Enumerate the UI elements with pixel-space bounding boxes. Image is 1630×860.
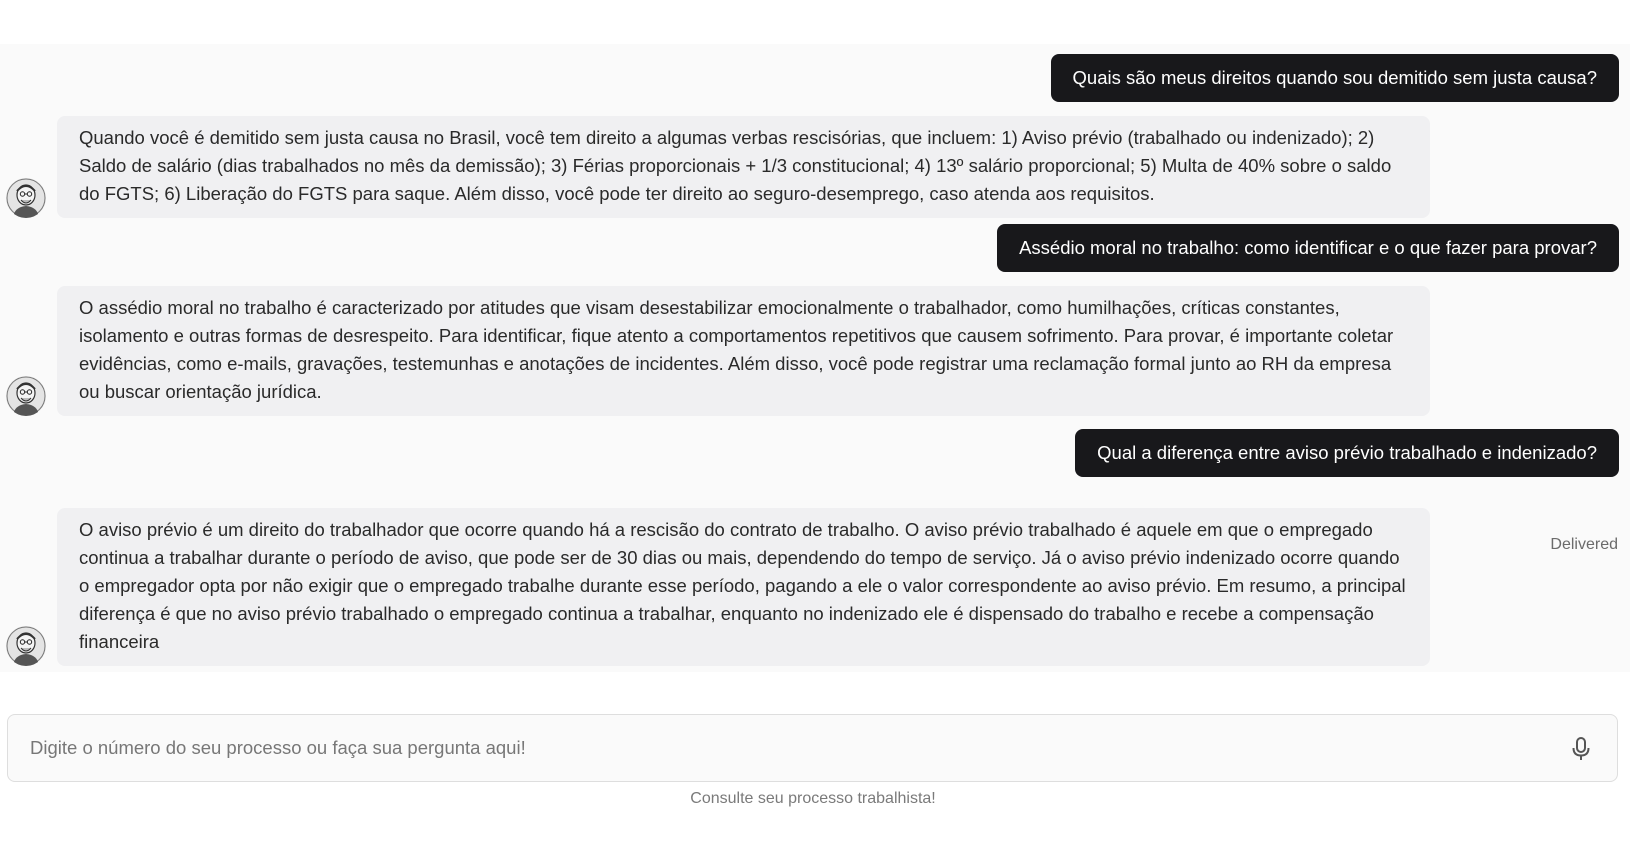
bot-avatar — [6, 376, 46, 416]
bot-message: Quando você é demitido sem justa causa no Brasil, você tem direito a algumas verbas rescisórias, que incluem: 1) Aviso prévio (trabalhado ou indenizado); 2) Saldo de salário (dias trabalhados no mês da demissão); 3) Férias proporcionais + 1/3 constitucional; 4) 13º salário proporcional; 5) Multa de 40% sobre o saldo do FGTS; 6) Liberação do FGTS para saque. Além disso, você pode ter direito ao seguro-desemprego, caso atenda aos requisitos. — [57, 116, 1430, 218]
chat-area — [0, 44, 1630, 672]
question-input[interactable] — [30, 715, 1530, 781]
bot-message: O aviso prévio é um direito do trabalhador que ocorre quando há a rescisão do contrato de trabalho. O aviso prévio trabalhado é aquele em que o empregado continua a trabalhar durante o período de aviso, que pode ser de 30 dias ou mais, dependendo do tempo de serviço. Já o aviso prévio indenizado ocorre quando o empregador opta por não exigir que o empregado trabalhe durante esse período, pagando a ele o valor correspondente ao aviso prévio. Em resumo, a principal diferença é que no aviso prévio trabalhado o empregado continua a trabalhar, enquanto no indenizado ele é dispensado do trabalho e recebe a compensação financeira — [57, 508, 1430, 666]
user-message: Qual a diferença entre aviso prévio trabalhado e indenizado? — [1075, 429, 1619, 477]
avatar-icon — [6, 626, 46, 666]
avatar-icon — [6, 376, 46, 416]
bot-avatar — [6, 178, 46, 218]
question-input-box[interactable] — [7, 714, 1618, 782]
user-message: Assédio moral no trabalho: como identificar e o que fazer para provar? — [997, 224, 1619, 272]
bot-message: O assédio moral no trabalho é caracterizado por atitudes que visam desestabilizar emocionalmente o trabalhador, como humilhações, críticas constantes, isolamento e outras formas de desrespeito. Para identificar, fique atento a comportamentos repetitivos que causem sofrimento. Para provar, é importante coletar evidências, como e-mails, gravações, testemunhas e anotações de incidentes. Além disso, você pode registrar uma reclamação formal junto ao RH da empresa ou buscar orientação jurídica. — [57, 286, 1430, 416]
delivered-status: Delivered — [1550, 536, 1618, 553]
microphone-icon[interactable] — [1571, 737, 1591, 761]
user-message: Quais são meus direitos quando sou demitido sem justa causa? — [1051, 54, 1619, 102]
bot-avatar — [6, 626, 46, 666]
footer-note: Consulte seu processo trabalhista! — [690, 790, 936, 807]
avatar-icon — [6, 178, 46, 218]
